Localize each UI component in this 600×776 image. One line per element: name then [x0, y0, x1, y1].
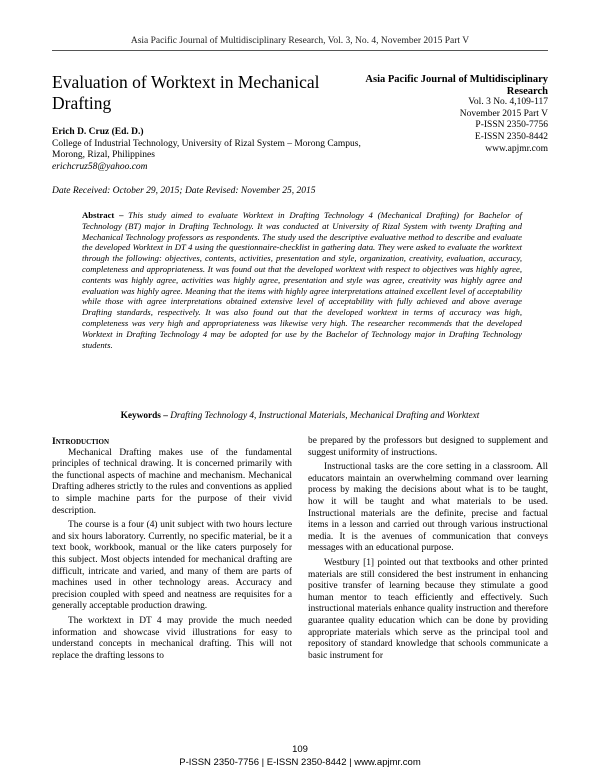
- journal-date: November 2015 Part V: [459, 108, 548, 119]
- journal-eissn: E-ISSN 2350-8442: [474, 131, 548, 142]
- journal-pissn: P-ISSN 2350-7756: [475, 120, 548, 131]
- paragraph: be prepared by the professors but designed to supplement and suggest uniformity of instructions.: [308, 436, 548, 458]
- journal-name: Asia Pacific Journal of Multidisciplinary Research: [365, 74, 548, 97]
- keywords: [52, 411, 548, 421]
- paragraph: The course is a four (4) unit subject with two hours lecture and six hours laboratory. Currently, no specific material, be it a text book, workbook, manual or the like caters purposely for this subject. Most objects intended for mechanical drafting are difficult, intricate and varied, and many of them are parts of machines used in other technology areas. Accuracy and precision coupled with speed and neatness are requisites for a generally acceptable production drawing.: [52, 520, 292, 612]
- right-column: [308, 436, 548, 662]
- journal-url[interactable]: www.apjmr.com: [485, 143, 548, 154]
- submission-dates: Date Received: October 29, 2015; Date Revised: November 25, 2015: [52, 186, 316, 196]
- header-divider: [52, 50, 548, 51]
- section-heading: Introduction: [52, 436, 110, 447]
- paragraph: Instructional tasks are the core setting in a classroom. All educators maintain an overwhelming command over learning process by making the decisions about what is to be taught, how it will be taught and what materials to be used. Instructional materials are the definite, precise and factual items in a lesson and carried out through various instructional media. It is the avenues of communication that conveys messages with an educational purpose.: [308, 462, 548, 554]
- page-footer: P-ISSN 2350-7756 | E-ISSN 2350-8442 | www.apjmr.com: [179, 757, 421, 768]
- paragraph: Westbury [1] pointed out that textbooks and other printed materials are still considered the best instrument in enhancing positive transfer of learning because they stimulate a good human mentor to teach efficiently and effectively. Such instructional materials enhance quality instruction and therefore guarantee quality education which can be done by providing appropriate materials which serve as the principal tool and repository of standard knowledge that schools communicate a basic instrument for: [308, 557, 548, 661]
- paragraph: Mechanical Drafting makes use of the fundamental principles of technical drawing. It is concerned primarily with the functional aspects of machine and mechanism. Mechanical Drafting adheres strictly to the rules and conventions as applied to simple machine parts for the purpose of their vivid description.: [52, 447, 292, 516]
- abstract: [82, 210, 522, 350]
- abstract-text: This study aimed to evaluate Worktext in Drafting Technology 4 (Mechanical Drafting) for Bachelor of Technology (BT) major in Drafting Technology. It was conducted at University of Rizal System with twenty Drafting and Mechanical Technology professors as respondents. The study used the descriptive evaluative method to describe and evaluate the developed Worktext in DT 4 using the questionnaire-checklist in gathering data. They were asked to evaluate the worktext through the following: objectives, contents, activities, presentation and style, organization, creativity, evaluation, accuracy, completeness and appropriateness. It was found out that the developed worktext with respect to objectives was highly agree, contents was highly agree, activities was highly agree, presentation and style was agree, creativity was highly agree and evaluation was highly agree. Meaning that the items with highly agree interpretations attained excellent level of acceptability while those with agree interpretations obtained extensive level of acceptability with fully achieved and above average Drafting standards, respectively. It was also found out that the developed worktext in terms of accuracy was high, completeness was very high and appropriateness was likewise very high. The researcher recommends that the developed Worktext in Drafting Technology 4 may be adopted for use by the Bachelor of Technology major in Drafting Technology students.: [82, 210, 523, 350]
- paper-title: Evaluation of Worktext in Mechanical Drafting: [52, 72, 320, 113]
- author-block: [52, 127, 372, 174]
- running-head: Asia Pacific Journal of Multidisciplinary Research, Vol. 3, No. 4, November 2015 Part V: [130, 36, 470, 46]
- keywords-label: Keywords –: [120, 411, 168, 421]
- paragraph: The worktext in DT 4 may provide the much needed information and showcase vivid illustrations for easy to understand concepts in mechanical drafting. This will not replace the drafting lessons to: [52, 615, 292, 661]
- author-name: Erich D. Cruz (Ed. D.): [52, 127, 144, 137]
- journal-volume: Vol. 3 No. 4,109-117: [468, 97, 548, 108]
- author-affiliation: College of Industrial Technology, University of Rizal System – Morong Campus, Morong, Rizal, Philippines: [52, 138, 361, 161]
- journal-info: [348, 74, 548, 155]
- left-column: [52, 436, 292, 662]
- author-email[interactable]: erichcruz58@yahoo.com: [52, 162, 148, 173]
- abstract-label: Abstract –: [82, 210, 124, 220]
- keywords-text: Drafting Technology 4, Instructional Materials, Mechanical Drafting and Worktext: [170, 411, 480, 421]
- page-number: 109: [292, 744, 308, 755]
